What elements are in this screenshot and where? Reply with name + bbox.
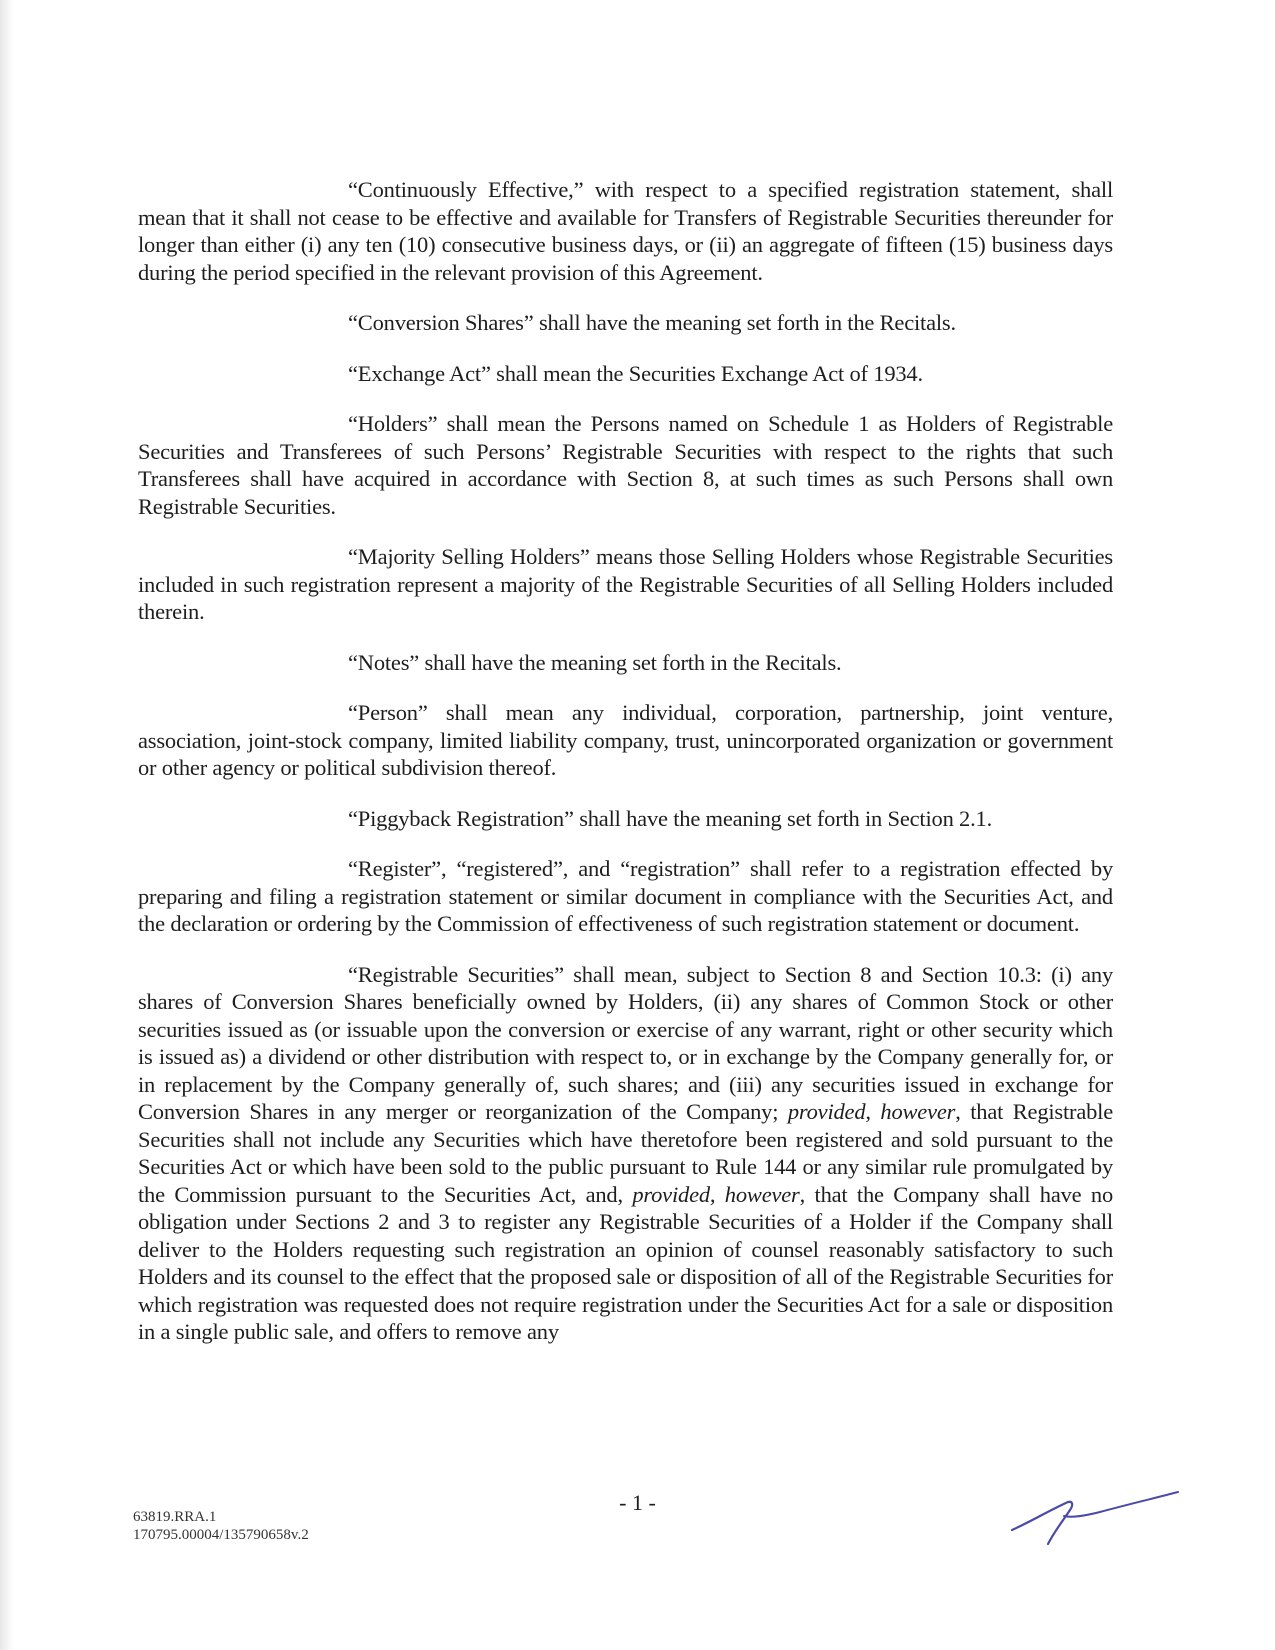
registrable-securities-text-1: “Registrable Securities” shall mean, subject to Section 8 and Section 10.3: (i) any shares of Conversion Shares beneficially owned by Holders, (ii) any shares of Common Stock or other securities issued as (or issuable upon the conversion or exercise of any warrant, right or other security which is issued as) a dividend or other distribution with respect to, or in exchange by the Company generally for, or in replacement by the Company generally of, such shares; and (iii) any securities issued in exchange for Conversion Shares in any merger or reorganization of the Company; <box>138 961 1113 1124</box>
definition-register: “Register”, “registered”, and “registration” shall refer to a registration effected by preparing and filing a registration statement or similar document in compliance with the Securities Act, and the declaration or ordering by the Commission of effectiveness of such registration statement or document. <box>138 856 1113 936</box>
handwritten-initials-icon <box>1000 1488 1180 1558</box>
footer-doc-code: 63819.RRA.1 <box>133 1509 217 1525</box>
footer-file-id: 170795.00004/135790658v.2 <box>133 1527 309 1543</box>
definition-continuously-effective: “Continuously Effective,” with respect to a specified registration statement, shall mean that it shall not cease to be effective and available for Transfers of Registrable Securities thereunder for longer than either (i) any ten (10) consecutive business days, or (ii) an aggregate of fifteen (15) business days during the period specified in the relevant provision of this Agreement. <box>138 177 1113 285</box>
definition-majority-selling-holders: “Majority Selling Holders” means those Selling Holders whose Registrable Securities included in such registration represent a majority of the Registrable Securities of all Selling Holders included therein. <box>138 544 1113 624</box>
document-body <box>138 176 1113 1369</box>
definition-exchange-act: “Exchange Act” shall mean the Securities Exchange Act of 1934. <box>348 360 923 386</box>
definition-conversion-shares: “Conversion Shares” shall have the meaning set forth in the Recitals. <box>348 310 956 335</box>
registrable-securities-text-2: , that Registrable Securities shall not include any Securities which have theretofore been registered and sold pursuant to the Securities Act or which have been sold to the public pursuant to Rule 144 or any similar rule promulgated by the Commission pursuant to the Securities Act, and, <box>138 1099 1114 1207</box>
definition-notes: “Notes” shall have the meaning set forth in the Recitals. <box>348 649 842 675</box>
definition-person: “Person” shall mean any individual, corporation, partnership, joint venture, association, joint-stock company, limited liability company, trust, unincorporated organization or government or other agency or political subdivision thereof. <box>138 700 1113 780</box>
scan-edge-shadow <box>0 0 14 1650</box>
registrable-securities-text-3: , that the Company shall have no obligation under Sections 2 and 3 to register any Registrable Securities of a Holder if the Company shall deliver to the Holders requesting such registration an opinion of counsel reasonably satisfactory to such Holders and its counsel to the effect that the proposed sale or disposition of all of the Registrable Securities for which registration was requested does not require registration under the Securities Act for a sale or disposition in a single public sale, and offers to remove any <box>138 1181 1114 1344</box>
page-number: - 1 - <box>619 1490 656 1515</box>
definition-holders: “Holders” shall mean the Persons named on Schedule 1 as Holders of Registrable Securities and Transferees of such Persons’ Registrable Securities with respect to the rights that such Transferees shall have acquired in accordance with Section 8, at such times as such Persons shall own Registrable Securities. <box>138 411 1113 519</box>
proviso-italic-2: provided, however <box>632 1181 800 1207</box>
proviso-italic-1: provided, however <box>787 1099 956 1124</box>
definition-piggyback-registration: “Piggyback Registration” shall have the meaning set forth in Section 2.1. <box>348 805 992 831</box>
document-footer <box>133 1508 309 1544</box>
definition-registrable-securities <box>138 961 1113 1346</box>
